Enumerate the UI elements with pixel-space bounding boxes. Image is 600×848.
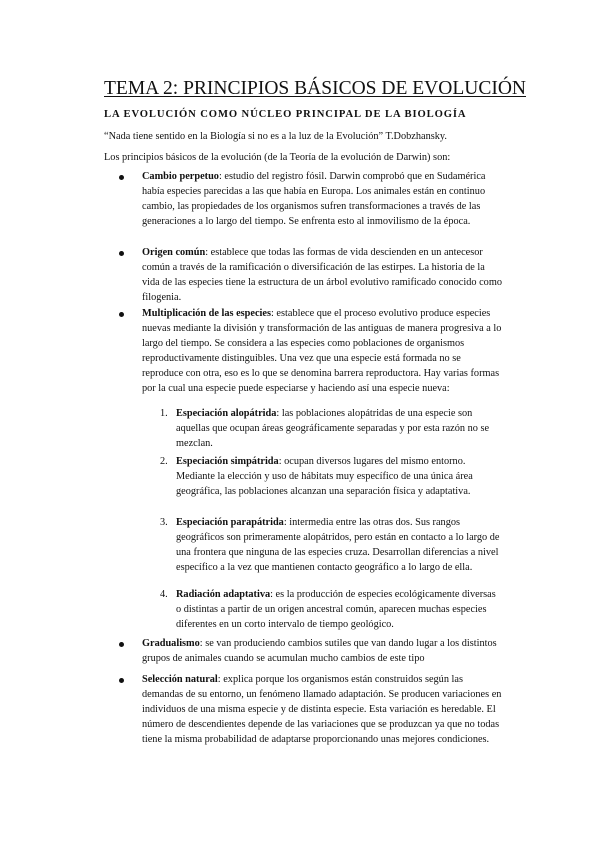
item-number: 3.	[160, 517, 168, 528]
term: Cambio perpetuo	[142, 171, 219, 182]
section-heading: LA EVOLUCIÓN COMO NÚCLEO PRINCIPAL DE LA BIOLOGÍA	[104, 109, 467, 120]
list-item-text	[142, 672, 502, 747]
definition: : es la producción de especies ecológicamente diversas o distintas a partir de un origen ancestral común, aparecen muchas especies diferentes en un corto intervalo de tiempo geológico.	[176, 589, 496, 630]
definition: : las poblaciones alopátridas de una especie son aquellas que ocupan áreas geográficamente separadas y por esta razón no se mezclan.	[176, 408, 490, 449]
numbered-item-text	[176, 515, 500, 575]
definition: : ocupan diversos lugares del mismo entorno. Mediante la elección y uso de hábitats muy específico de una única área geográfica, las poblaciones alcanzan una separación física y adaptativa.	[176, 456, 473, 497]
term: Especiación alopátrida	[176, 408, 277, 419]
bullet-icon	[119, 642, 124, 647]
definition: : se van produciendo cambios sutiles que van dando lugar a los distintos grupos de animales cuando se acumulan mucho cambios de este tipo	[142, 638, 497, 664]
term: Multiplicación de las especies	[142, 308, 271, 319]
term: Origen común	[142, 247, 206, 258]
list-item-text	[142, 169, 502, 229]
bullet-icon	[119, 312, 124, 317]
page-title: TEMA 2: PRINCIPIOS BÁSICOS DE EVOLUCIÓN	[104, 78, 526, 99]
definition: : estudio del registro fósil. Darwin comprobó que en Sudamérica había especies parecidas a las que había en Europa. Los animales están en continuo cambio, las propiedades de los organismos sufren transformaciones a través de las generaciones a lo largo del tiempo. Se enfrenta esto al inmovilismo de la época.	[142, 171, 486, 227]
definition: : intermedia entre las otras dos. Sus rangos geográficos son primeramente alopátridos, pero están en contacto a lo largo de una frontera que ninguna de las especies cruza. Desarrollan diferencias a nivel específico a la vez que mantienen contacto geográfico a lo largo de ella.	[176, 517, 500, 573]
term: Radiación adaptativa	[176, 589, 271, 600]
bullet-icon	[119, 251, 124, 256]
quote-paragraph: “Nada tiene sentido en la Biología si no es a la luz de la Evolución” T.Dobzhansky.	[104, 131, 447, 142]
intro-paragraph: Los principios básicos de la evolución (de la Teoría de la evolución de Darwin) son:	[104, 152, 451, 163]
definition: : establece que todas las formas de vida descienden en un antecesor común a través de la ramificación o diversificación de las estirpes. La historia de la vida de las especies tiene la estructura de un árbol evolutivo ramificado conocido como filogenia.	[142, 247, 502, 303]
definition: : explica porque los organismos están construidos según las demandas de su entorno, un fenómeno llamado adaptación. Se producen variaciones en individuos de una misma especie y de distinta especie. Esta variación es heredable. El número de descendientes depende de las variaciones que se produzcan ya que no todas tiene la misma probabilidad de adaptarse proporcionando unas mejores condiciones.	[142, 674, 502, 745]
numbered-item-text	[176, 454, 500, 499]
list-item-text	[142, 306, 502, 396]
numbered-item-text	[176, 587, 500, 632]
bullet-icon	[119, 175, 124, 180]
bullet-icon	[119, 678, 124, 683]
term: Especiación parapátrida	[176, 517, 284, 528]
definition: : establece que el proceso evolutivo produce especies nuevas mediante la división y transformación de las antiguas de manera progresiva a lo largo del tiempo. Se considera a las especies como poblaciones de organismos reproductivamente distinguibles. Una vez que una especie está formada no se reproduce con otra, eso es lo que se denomina barrera reproductora. Hay varias formas por la cual una especie puede especiarse y haciendo así una especie nueva:	[142, 308, 502, 394]
term: Gradualismo	[142, 638, 200, 649]
term: Selección natural	[142, 674, 218, 685]
numbered-item-text	[176, 406, 500, 451]
item-number: 2.	[160, 456, 168, 467]
list-item-text	[142, 245, 502, 305]
item-number: 4.	[160, 589, 168, 600]
item-number: 1.	[160, 408, 168, 419]
list-item-text	[142, 636, 502, 666]
term: Especiación simpátrida	[176, 456, 279, 467]
